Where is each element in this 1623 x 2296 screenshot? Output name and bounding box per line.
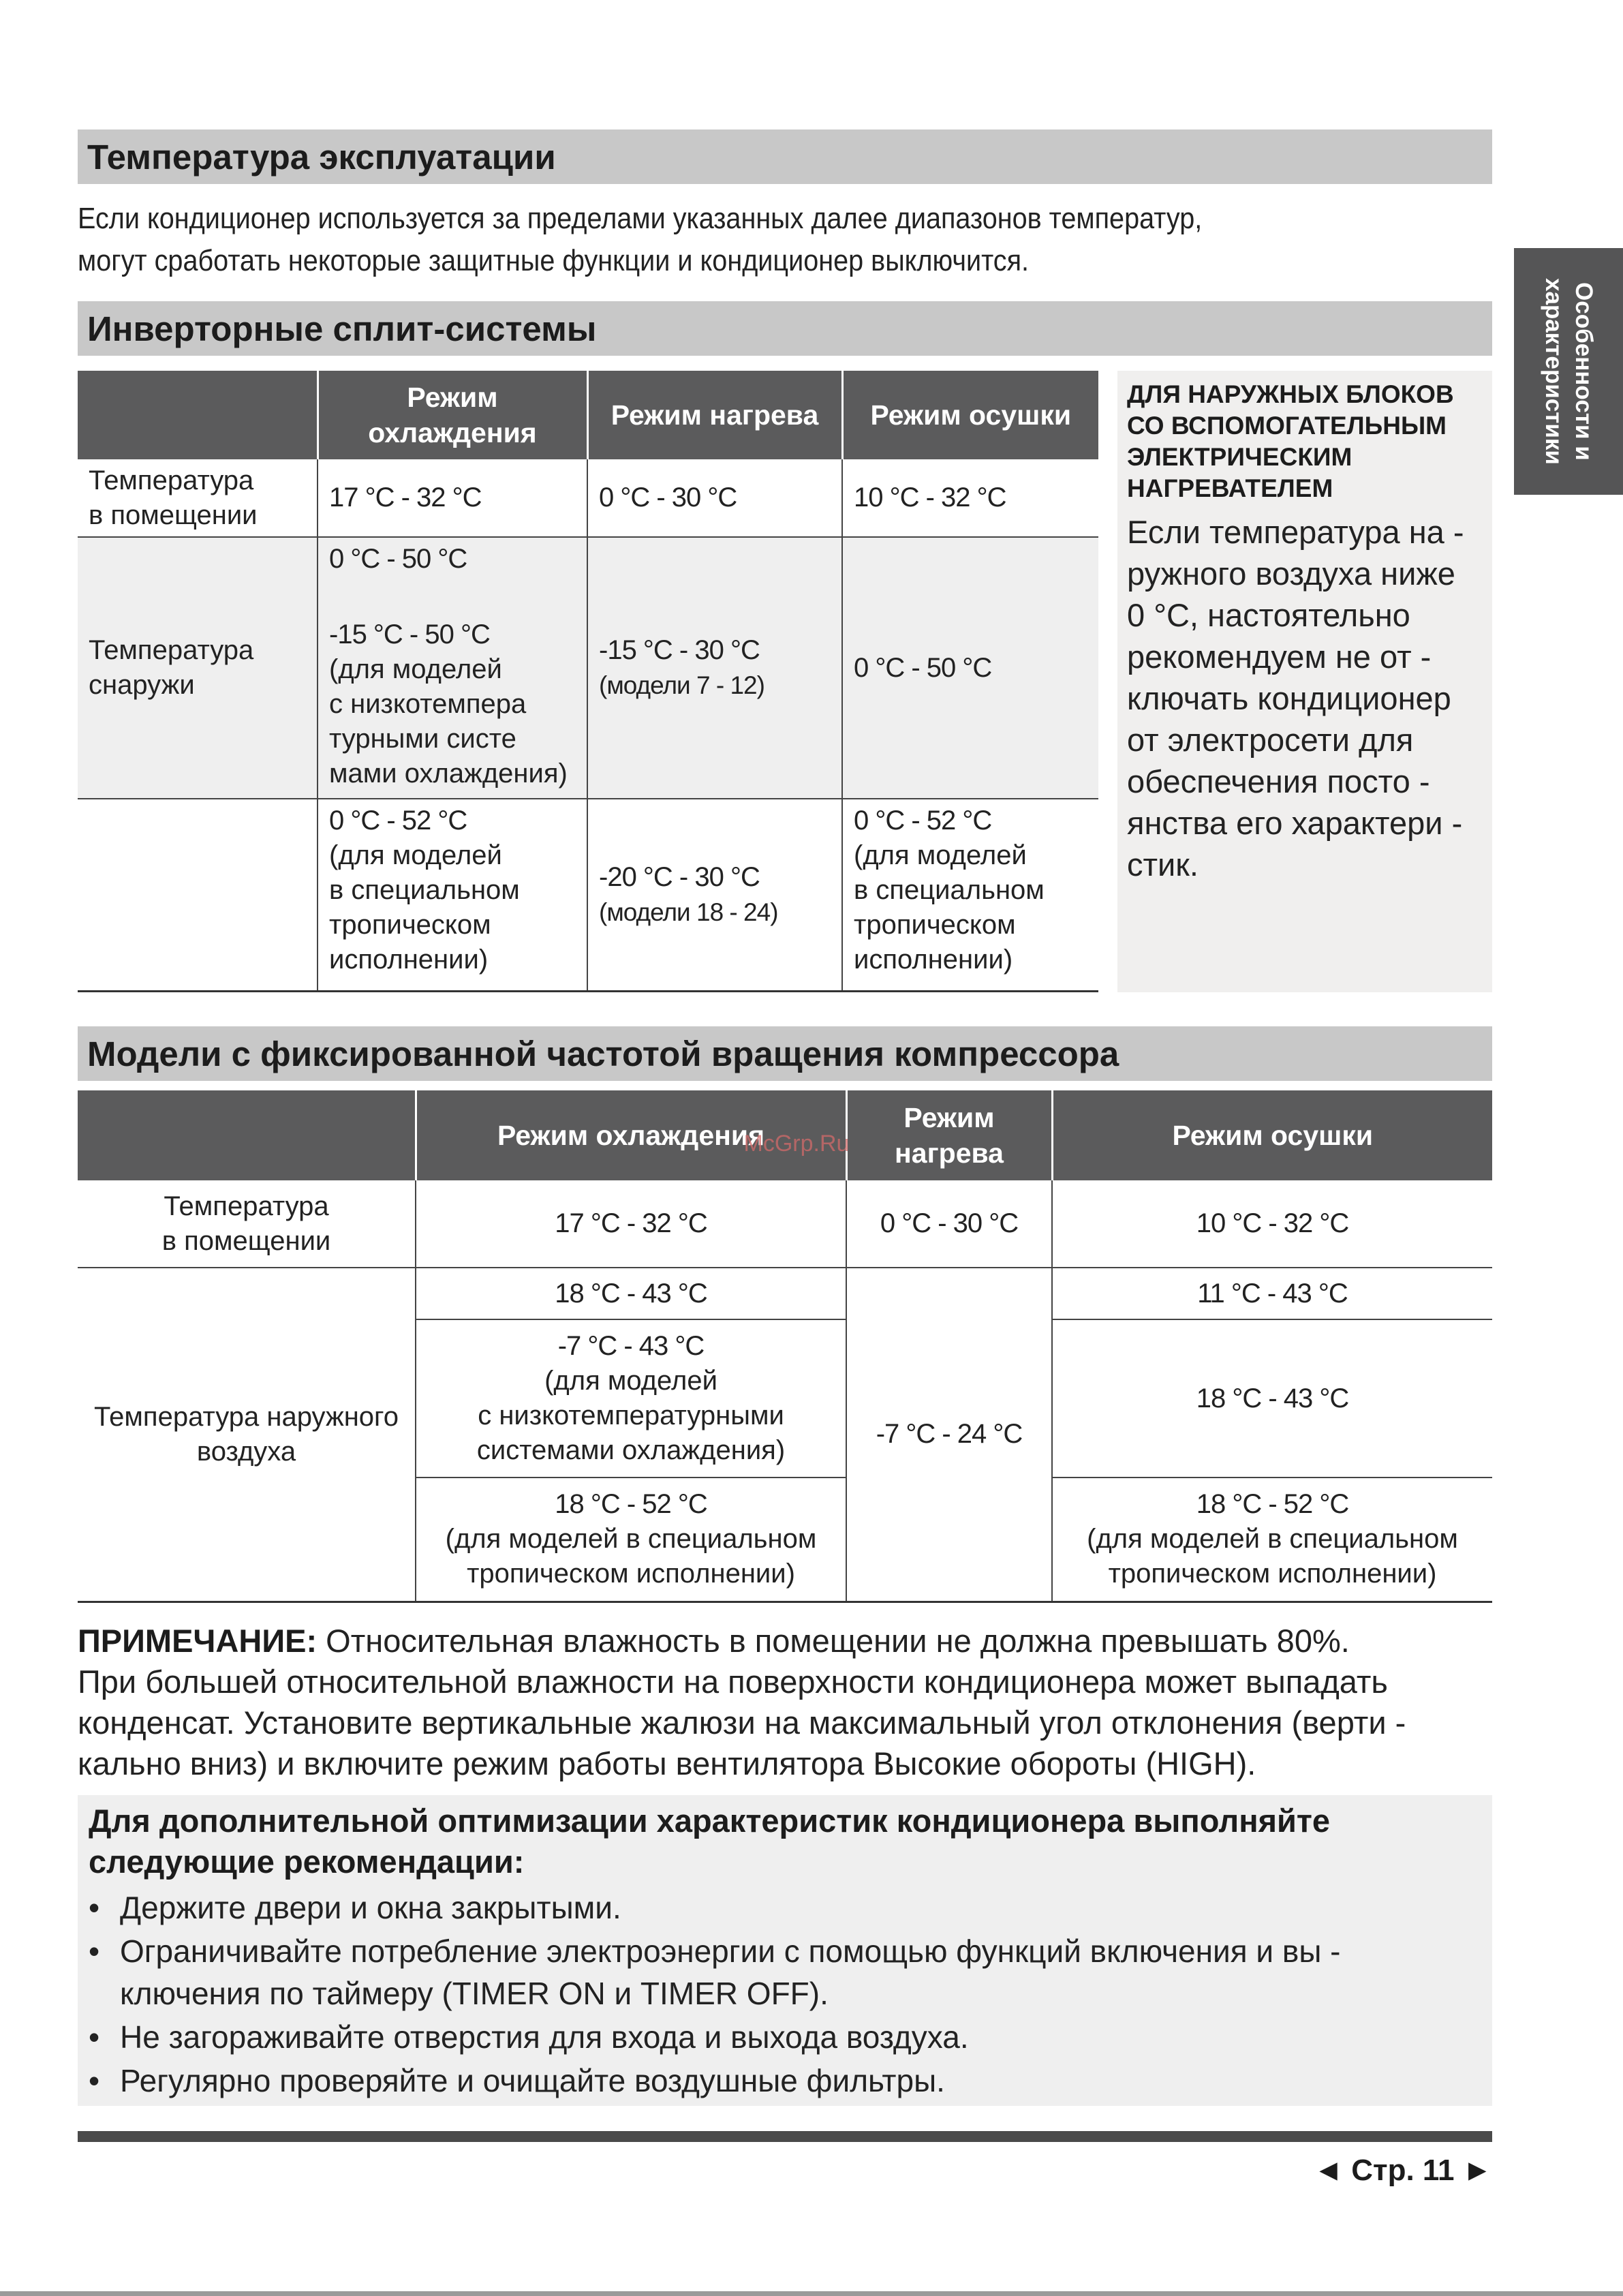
section-title-inverter: Инверторные сплит-системы (78, 301, 1492, 356)
fixed-indoor-dry: 10 °C - 32 °C (1052, 1180, 1492, 1268)
tip-item-3: • Не загораживайте отверстия для входа и выхода воздуха. (89, 2016, 1481, 2058)
fixed-indoor-cool: 17 °C - 32 °C (416, 1180, 846, 1268)
fixed-header-dry: Режим осушки (1052, 1090, 1492, 1180)
fixed-outdoor-cool-1: 18 °C - 43 °C (416, 1268, 846, 1319)
fixed-outdoor-cool-2: -7 °C - 43 °C (для моделей с низкотемпературными системами охлаждения) (416, 1319, 846, 1478)
inverter-table (78, 371, 1098, 992)
callout-aux-heater (1117, 371, 1492, 992)
inverter-row-tropical (78, 799, 1098, 991)
side-tab-features (1514, 248, 1623, 495)
note-label: ПРИМЕЧАНИЕ: (78, 1623, 318, 1659)
inverter-outdoor-heat: -15 °C - 30 °C (модели 7 - 12) (587, 537, 842, 799)
fixed-header-cool: Режим охлаждения McGrp.Ru (416, 1090, 846, 1180)
inverter-outdoor-label: Температура снаружи (89, 635, 254, 700)
bullet: • (89, 1890, 100, 1925)
recommendations-title: Для дополнительной оптимизации характеристик кондиционера выполняйте следующие рекомендации: (89, 1803, 1331, 1880)
inverter-indoor-heat: 0 °C - 30 °C (587, 459, 842, 537)
inverter-tropical-heat: -20 °C - 30 °C (модели 18 - 24) (587, 799, 842, 991)
tip-item-4: • Регулярно проверяйте и очищайте воздушные фильтры. (89, 2060, 1481, 2102)
fixed-outdoor-dry-1: 11 °C - 43 °C (1197, 1278, 1348, 1308)
inverter-header-empty (78, 371, 318, 459)
fixed-indoor-label: Температура в помещении (161, 1191, 331, 1256)
next-page-arrow-icon: ► (1462, 2154, 1492, 2187)
fixed-indoor-heat: 0 °C - 30 °C (846, 1180, 1052, 1268)
side-tab-line-2: характеристики (1541, 278, 1567, 465)
fixed-speed-table (78, 1090, 1492, 1603)
page-bottom-edge (0, 2291, 1623, 2296)
inverter-indoor-dry: 10 °C - 32 °C (842, 459, 1098, 537)
inverter-indoor-cool: 17 °C - 32 °C (318, 459, 587, 537)
fixed-outdoor-dry-2: 18 °C - 43 °C (1196, 1383, 1349, 1413)
fixed-outdoor-dry-3: 18 °C - 52 °C (для моделей в специальном тропическом исполнении) (1087, 1489, 1458, 1589)
fixed-header-heat: Режим нагрева (846, 1090, 1052, 1180)
humidity-note (78, 1621, 1492, 1784)
watermark: McGrp.Ru (743, 1131, 850, 1157)
fixed-row-indoor (78, 1180, 1492, 1268)
inverter-outdoor-cool: 0 °C - 50 °C -15 °C - 50 °C (для моделей с низкотемпера турными систе мами охлаждения) (318, 537, 587, 799)
inverter-indoor-label: Температура в помещении (78, 459, 318, 537)
note-line-3: конденсат. Установите вертикальные жалюзи на максимальный угол отклонения (верти - (78, 1704, 1406, 1741)
callout-title: ДЛЯ НАРУЖНЫХ БЛОКОВ СО ВСПОМОГАТЕЛЬНЫМ ЭЛЕКТРИЧЕСКИМ НАГРЕВАТЕЛЕМ (1127, 380, 1454, 502)
intro-line-2: могут сработать некоторые защитные функции и кондиционер выключится. (78, 244, 1030, 277)
recommendations-box (78, 1795, 1492, 2106)
inverter-row-indoor (78, 459, 1098, 537)
note-line-1: Относительная влажность в помещении не должна превышать 80%. (317, 1623, 1350, 1659)
note-line-2: При большей относительной влажности на поверхности кондиционера может выпадать (78, 1664, 1388, 1700)
footer-rule (78, 2131, 1492, 2142)
side-tab-line-1: Особенности и (1571, 282, 1597, 461)
page-number-label: Стр. 11 (1351, 2154, 1455, 2187)
inverter-header-dry: Режим осушки (842, 371, 1098, 459)
section-title-operating-temp: Температура эксплуатации (78, 129, 1492, 184)
inverter-header-heat: Режим нагрева (587, 371, 842, 459)
inverter-tropical-dry: 0 °C - 52 °C (для моделей в специальном тропическом исполнении) (842, 799, 1098, 991)
intro-line-1: Если кондиционер используется за пределами указанных далее диапазонов температур, (78, 202, 1203, 235)
callout-body: Если температура на - ружного воздуха ниже 0 °C, настоятельно рекомендуем не от - ключать кондиционер от электросети для обеспечения посто - янства его характери - стик. (1127, 514, 1464, 883)
intro-text (78, 198, 1202, 282)
bullet: • (89, 2063, 100, 2098)
tip-item-2: • Ограничивайте потребление электроэнергии с помощью функций включения и вы - ключения по таймеру (TIMER ON и TIMER OFF). (89, 1930, 1481, 2015)
note-line-4: кально вниз) и включите режим работы вентилятора Высокие обороты (HIGH). (78, 1745, 1256, 1781)
inverter-header-row (78, 371, 1098, 459)
page-number (1314, 2154, 1492, 2188)
fixed-outdoor-cool-3: 18 °C - 52 °C (для моделей в специальном тропическом исполнении) (416, 1478, 846, 1602)
bullet: • (89, 1933, 100, 1969)
fixed-outdoor-heat: -7 °C - 24 °C (846, 1268, 1052, 1602)
fixed-header-empty (78, 1090, 416, 1180)
fixed-outdoor-label: Температура наружного воздуха (78, 1268, 416, 1602)
inverter-outdoor-dry: 0 °C - 50 °C (842, 537, 1098, 799)
fixed-row-outdoor-1 (78, 1268, 1492, 1319)
section-title-fixed-speed: Модели с фиксированной частотой вращения компрессора (78, 1026, 1492, 1081)
inverter-header-cool: Режим охлаждения (318, 371, 587, 459)
prev-page-arrow-icon: ◄ (1313, 2154, 1344, 2187)
inverter-tropical-label (78, 799, 318, 991)
inverter-row-outdoor (78, 537, 1098, 799)
fixed-header-row (78, 1090, 1492, 1180)
tip-item-1: • Держите двери и окна закрытыми. (89, 1886, 1481, 1929)
inverter-tropical-cool: 0 °C - 52 °C (для моделей в специальном тропическом исполнении) (318, 799, 587, 991)
bullet: • (89, 2019, 100, 2055)
